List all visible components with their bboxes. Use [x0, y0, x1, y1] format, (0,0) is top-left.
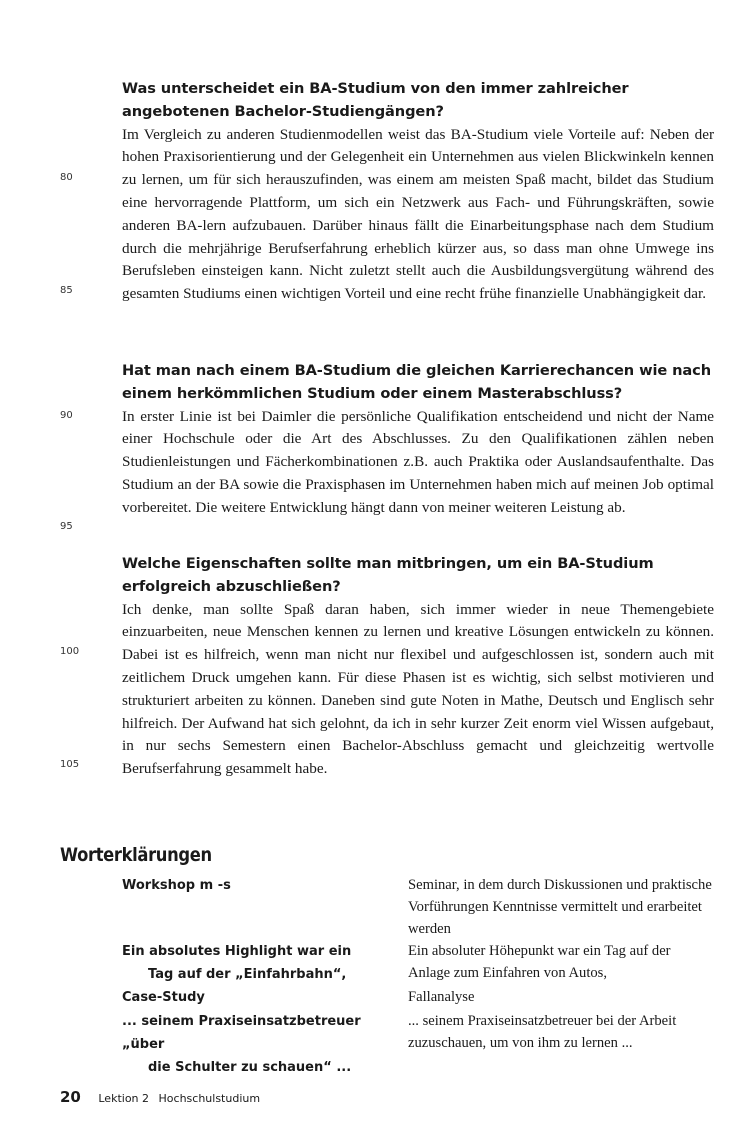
glossary-definition: Seminar, in dem durch Diskussionen und praktische Vorführungen Kenntnisse vermittelt und erarbeitet werden [408, 877, 712, 937]
lesson-topic: Hochschulstudium [158, 1092, 261, 1105]
answer-paragraph: In erster Linie ist bei Daimler die persönliche Qualifikation entscheidend und nicht der Name einer Hochschule oder die Art des Abschlusses. Zu den Qualifikationen zählen neben Studienleistungen und Fächerkombinationen z.B. auch Praktika oder Auslandsaufenthalte. Das Studium an der BA sowie die Praxisphasen im Unternehmen haben mich auf meinen Job optimal vorbereitet. Die weitere Entwicklung hängt dann von meiner weiteren Leistung ab. [122, 407, 714, 516]
line-number: 95 [60, 521, 73, 532]
page-number: 20 [60, 1088, 81, 1106]
glossary-term-line: die Schulter zu schauen“ ... [148, 1060, 352, 1075]
line-number: 80 [60, 172, 73, 183]
qa-section-2 [122, 360, 714, 520]
glossary-term-line: Tag auf der „Einfahrbahn“, [148, 967, 347, 982]
page-footer [60, 1088, 260, 1106]
line-number: 105 [60, 759, 80, 770]
answer-paragraph: Ich denke, man sollte Spaß daran haben, sich immer wieder in neue Themengebiete einzuarbeiten, neue Menschen kennen zu lernen und kreative Lösungen entwickeln zu können. Dabei ist es hilfreich, wenn man nicht nur flexibel und aufgeschlossen ist, sondern auch mit zeitlichem Druck umgehen kann. Für diese Phasen ist es wichtig, sich selbst motivieren und strukturiert arbeiten zu können. Daneben sind gute Noten in Mathe, Deutsch und Englisch sehr hilfreich. Der Aufwand hat sich gelohnt, da ich in sehr kurzer Zeit enorm viel Wissen aufgebaut, in nur sechs Semestern einen Bachelor-Abschluss gemacht und gleichzeitig wertvolle Berufserfahrung gesammelt habe. [122, 600, 714, 778]
qa-section-1 [122, 78, 714, 306]
question-heading: Hat man nach einem BA-Studium die gleichen Karrierechancen wie nach einem herkömmlichen Studium oder einem Masterabschluss? [122, 362, 712, 402]
glossary-definition: ... seinem Praxiseinsatzbetreuer bei der Arbeit zuzuschauen, um von ihm zu lernen ... [408, 1013, 677, 1051]
glossary-definition: Fallanalyse [408, 989, 475, 1005]
line-number: 90 [60, 410, 73, 421]
question-heading: Was unterscheidet ein BA-Studium von den immer zahlreicher angebotenen Bachelor-Studiengängen? [122, 80, 629, 120]
answer-paragraph: Im Vergleich zu anderen Studienmodellen weist das BA-Studium viele Vorteile auf: Neben der hohen Praxisorientierung und der Gelegenheit ein Unternehmen aus vielen Blickwinkeln kennen zu lernen, um für sich herauszufinden, was einem am meisten Spaß macht, bildet das Studium eine hervorragende Plattform, um sich ein Netzwerk aus Fach- und Führungskräften, sowie anderen BA-lern aufzubauen. Darüber hinaus fällt die Einarbeitungsphase nach dem Studium durch die mehrjährige Berufserfahrung erheblich kürzer aus, so dass man ohne Umwege ins Berufsleben einsteigen kann. Nicht zuletzt stellt auch die Ausbildungsvergütung während des gesamten Studiums einen wichtigen Vorteil und eine recht frühe finanzielle Unabhängigkeit dar. [122, 125, 714, 303]
question-heading: Welche Eigenschaften sollte man mitbringen, um ein BA-Studium erfolgreich abzuschließen? [122, 555, 654, 595]
glossary-term-line: ... seinem Praxiseinsatzbetreuer „über [122, 1014, 361, 1052]
glossary-definition: Ein absoluter Höhepunkt war ein Tag auf der Anlage zum Einfahren von Autos, [408, 943, 671, 981]
lesson-label: Lektion 2 [98, 1092, 150, 1105]
glossary-heading: Worterklärungen [60, 844, 212, 866]
glossary-term: Case-Study [122, 990, 205, 1005]
line-number: 85 [60, 285, 73, 296]
glossary-term: Workshop m -s [122, 878, 231, 893]
glossary-term [122, 940, 392, 986]
glossary-term-line: Ein absolutes Highlight war ein [122, 944, 352, 959]
line-number: 100 [60, 646, 80, 657]
glossary-term [122, 1010, 392, 1079]
qa-section-3 [122, 553, 714, 781]
